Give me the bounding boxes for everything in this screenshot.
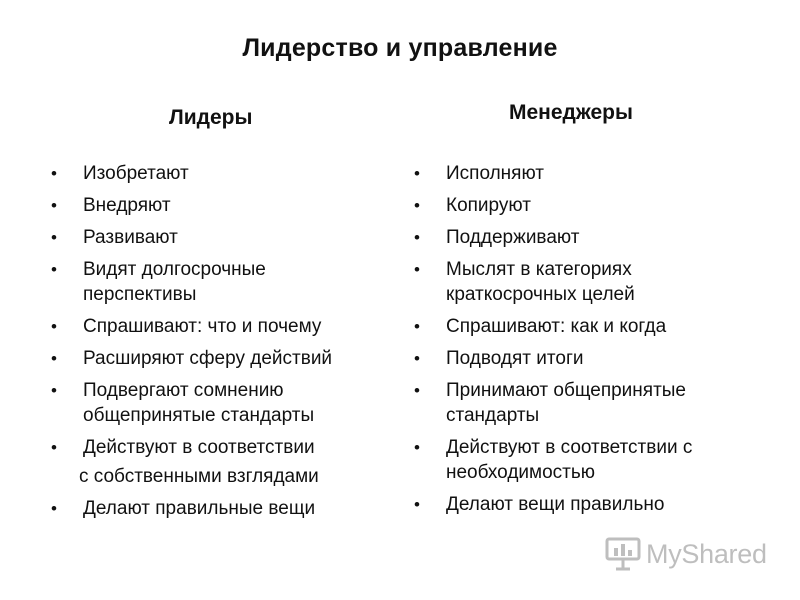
list-item: • Изобретают (51, 163, 189, 184)
list-item: • Подводят итоги (414, 348, 584, 369)
list-item: • Делают вещи правильно (414, 494, 665, 515)
presentation-board-icon (604, 536, 642, 572)
slide-title: Лидерство и управление (242, 34, 558, 62)
bullet-icon: • (414, 260, 420, 279)
bullet-icon: • (414, 196, 420, 215)
bullet-icon: • (414, 164, 420, 183)
bullet-icon: • (51, 499, 57, 518)
list-item: • Поддерживают (414, 227, 580, 248)
list-item: • Подвергают сомнению общепринятые стандарты (51, 380, 315, 426)
bullet-icon: • (51, 164, 57, 183)
bullet-icon: • (414, 317, 420, 336)
list-item: • Внедряют (51, 195, 171, 216)
managers-heading: Менеджеры (509, 101, 633, 124)
list-item: • Расширяют сферу действий (51, 348, 333, 369)
bullet-icon: • (51, 317, 57, 336)
leaders-heading: Лидеры (169, 106, 253, 129)
bullet-icon: • (414, 381, 420, 400)
bullet-icon: • (51, 260, 57, 279)
bullet-icon: • (414, 228, 420, 247)
watermark-text: MyShared (646, 538, 767, 569)
list-item: • Делают правильные вещи (51, 498, 316, 519)
list-item: • Исполняют (414, 163, 544, 184)
list-item: • Принимают общепринятые стандарты (414, 380, 686, 426)
bullet-icon: • (414, 438, 420, 457)
list-item: • Спрашивают: что и почему (51, 316, 322, 337)
leaders-list (51, 161, 391, 528)
list-item: • Спрашивают: как и когда (414, 316, 667, 337)
bullet-icon: • (51, 196, 57, 215)
bullet-icon: • (51, 438, 57, 457)
bullet-icon: • (51, 228, 57, 247)
list-item: • Действуют в соответствии с необходимостью (414, 437, 693, 483)
bullet-icon: • (414, 495, 420, 514)
bullet-icon: • (51, 349, 57, 368)
list-item: • Мыслят в категориях краткосрочных целей (414, 259, 635, 305)
watermark-logo (604, 534, 767, 574)
bullet-icon: • (414, 349, 420, 368)
list-item: • Видят долгосрочные перспективы (51, 259, 266, 305)
list-item: • Развивают (51, 227, 178, 248)
list-item: • Действуют в соответствии (51, 437, 315, 458)
bullet-icon: • (51, 381, 57, 400)
managers-list (414, 161, 774, 524)
list-item-continuation: с собственными взглядами (79, 466, 319, 487)
list-item: • Копируют (414, 195, 531, 216)
